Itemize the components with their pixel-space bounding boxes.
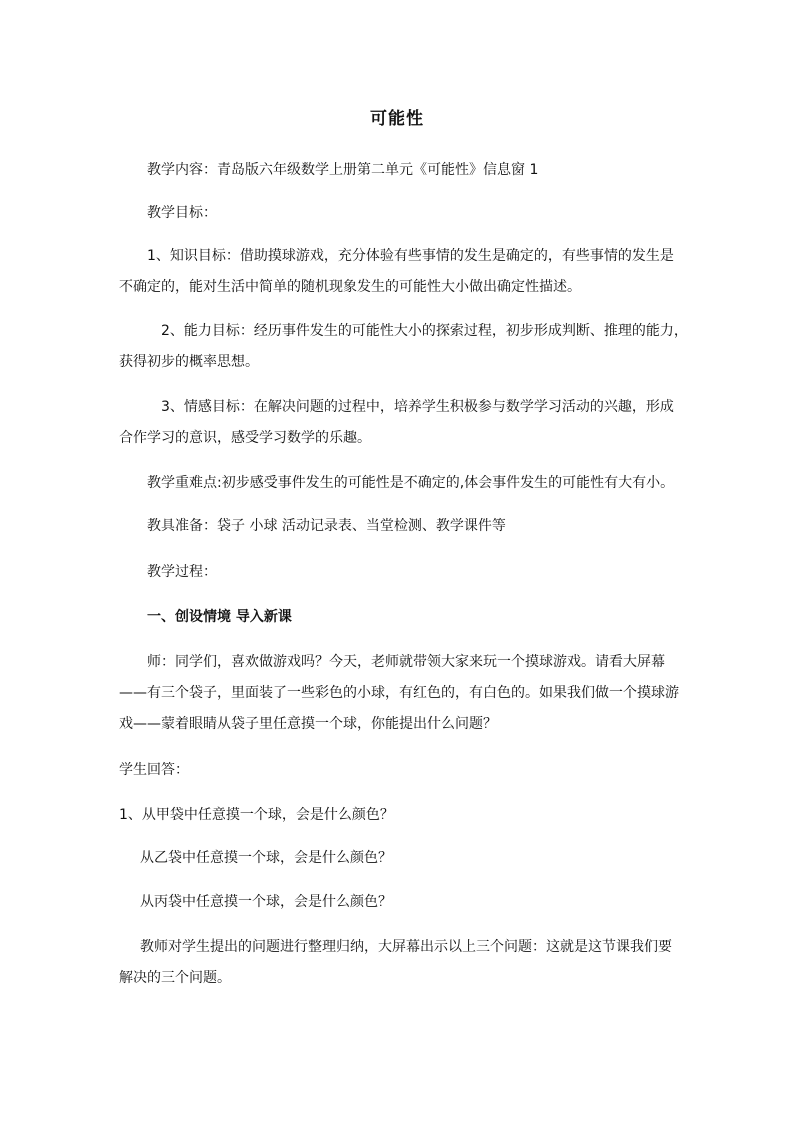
- goal-emotion-line1: 3、情感目标：在解决问题的过程中，培养学生积极参与数学学习活动的兴趣，形成: [161, 399, 674, 415]
- teacher-speech-line1: 师：同学们，喜欢做游戏吗？今天，老师就带领大家来玩一个摸球游戏。请看大屏幕: [147, 654, 665, 670]
- summary-line2: 解决的三个问题。: [119, 970, 231, 986]
- key-points: 教学重难点:初步感受事件发生的可能性是不确定的,体会事件发生的可能性有大有小。: [147, 475, 675, 491]
- teacher-speech-line2: ——有三个袋子，里面装了一些彩色的小球，有红色的，有白色的。如果我们做一个摸球游: [119, 685, 679, 701]
- teacher-speech-line3: 戏——蒙着眼睛从袋子里任意摸一个球，你能提出什么问题？: [119, 716, 497, 732]
- question-1: 1、从甲袋中任意摸一个球，会是什么颜色？: [119, 807, 394, 823]
- goal-knowledge-line2: 不确定的，能对生活中简单的随机现象发生的可能性大小做出确定性描述。: [119, 279, 581, 295]
- goal-ability-line1: 2、能力目标：经历事件发生的可能性大小的探索过程，初步形成判断、推理的能力，: [161, 323, 688, 339]
- question-3: 从丙袋中任意摸一个球，会是什么颜色？: [140, 894, 392, 910]
- process-heading: 教学过程：: [147, 564, 217, 580]
- goal-ability-line2: 获得初步的概率思想。: [119, 354, 259, 370]
- teaching-goals-heading: 教学目标：: [147, 205, 217, 221]
- section-heading: 一、创设情境 导入新课: [147, 609, 292, 625]
- student-answer-heading: 学生回答：: [119, 762, 189, 778]
- page-title: 可能性: [370, 109, 424, 129]
- teaching-content: 教学内容：青岛版六年级数学上册第二单元《可能性》信息窗 1: [147, 162, 539, 178]
- question-2: 从乙袋中任意摸一个球，会是什么颜色？: [140, 850, 392, 866]
- summary-line1: 教师对学生提出的问题进行整理归纳，大屏幕出示以上三个问题：这就是这节课我们要: [140, 939, 672, 955]
- goal-knowledge-line1: 1、知识目标：借助摸球游戏，充分体验有些事情的发生是确定的，有些事情的发生是: [147, 248, 674, 264]
- goal-emotion-line2: 合作学习的意识，感受学习数学的乐趣。: [119, 430, 371, 446]
- teaching-materials: 教具准备：袋子 小球 活动记录表、当堂检测、教学课件等: [147, 518, 506, 534]
